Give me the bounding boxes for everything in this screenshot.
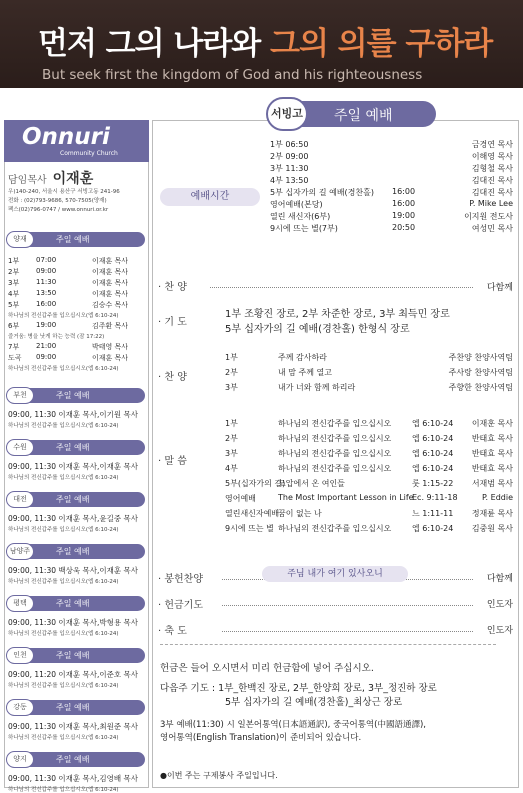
campus-badge: 대전 [6, 491, 34, 508]
sermon-title: 모압에서 온 여인들 [278, 479, 345, 488]
campus-schedule: 09:00, 11:20 이재훈 목사,이준호 목사 [8, 670, 138, 679]
title-part-a: 먼저 그의 나라와 [38, 26, 270, 62]
campus-service-header [10, 440, 145, 455]
campus-schedule: 09:00, 11:30 이재훈 목사,박형용 목사 [8, 618, 138, 627]
campus-service-header [10, 752, 145, 767]
campus-service-header [10, 492, 145, 507]
dotted-leader [222, 631, 473, 632]
logo-subtitle: Community Church [60, 150, 118, 157]
sermon-scripture: 엡 6:10-24 [412, 524, 454, 533]
sermon-preacher: 김중원 목사 [471, 524, 513, 533]
time-leader: 김형철 목사 [471, 164, 513, 173]
campus-service-header [10, 648, 145, 663]
service-time: 11:30 [36, 278, 57, 286]
time-leader: 이지원 전도사 [464, 212, 513, 221]
offering-song: 주님 내가 여기 있사오니 [262, 566, 408, 582]
preacher: 박태영 목사 [92, 343, 129, 351]
service-part: 5부 [8, 301, 20, 309]
separator [160, 644, 496, 645]
campus-badge: 부천 [6, 387, 34, 404]
sermon-title: The Most Important Lesson in Life [278, 493, 414, 502]
time-leader: 금경연 목사 [471, 140, 513, 149]
time-part: 2부 09:00 [270, 152, 309, 161]
service-time: 09:00 [36, 267, 57, 275]
song-team: 주찬양 찬양사역팀 [448, 353, 513, 362]
sermon-scripture: Ec. 9:11-18 [412, 493, 458, 502]
prayer-line-2: 5부 십자가의 길 예배(경찬홀) 한형식 장로 [225, 324, 410, 335]
notice-offering: 헌금은 들어 오시면서 미리 헌금함에 넣어 주십시오. [160, 663, 374, 674]
campus-schedule: 09:00, 11:30 이재훈 목사,김영배 목사 [8, 774, 138, 783]
time-leader: P. Mike Lee [469, 199, 513, 208]
church-logo [4, 120, 149, 162]
order-label: · 찬 양 [158, 282, 187, 293]
sermon-line: 하나님의 전신갑주를 입으십시오(엡 6:10-24) [8, 475, 119, 481]
campus-schedule: 09:00, 11:30 백상욱 목사,이재훈 목사 [8, 566, 138, 575]
dotted-leader [222, 605, 473, 606]
order-label: · 말 씀 [158, 456, 187, 467]
time-hour: 16:00 [392, 199, 416, 208]
song-title: 내가 너와 함께 하리라 [278, 383, 356, 392]
sermon-preacher: 서재범 목사 [471, 479, 513, 488]
sermon-scripture: 룻 1:15-22 [412, 479, 454, 488]
logo-name: Onnuri [22, 124, 110, 150]
song-team: 주사랑 찬양사역팀 [448, 368, 513, 377]
main-service-header [270, 101, 436, 127]
preacher: 이재훈 목사 [92, 257, 129, 265]
campus-badge: 평택 [6, 595, 34, 612]
campus-service-header [10, 232, 145, 247]
service-label: 주일 예배 [56, 547, 90, 556]
campus-schedule: 09:00, 11:30 이재훈 목사,윤길중 목사 [8, 514, 138, 523]
sermon-part: 1부 [225, 419, 238, 428]
notice-relief: ●이번 주는 구제봉사 주일입니다. [160, 771, 278, 780]
time-leader: 김대진 목사 [471, 176, 513, 185]
notice-translation-2: 영어통역(English Translation)이 준비되어 있습니다. [160, 733, 362, 743]
sermon-preacher: 반태효 목사 [471, 464, 513, 473]
time-hour: 16:00 [392, 187, 416, 196]
time-part: 9시에 뜨는 별(7부) [270, 224, 338, 233]
order-right: 다함께 [486, 574, 513, 584]
sermon-line: 즐거움: 병을 낫게 하는 능력 (잠 17:22) [8, 334, 105, 340]
service-label: 주일 예배 [56, 755, 90, 764]
time-leader: 이해영 목사 [471, 152, 513, 161]
service-time: 13:50 [36, 289, 57, 297]
sermon-title: 하나님의 전신갑주를 입으십시오 [278, 419, 392, 428]
order-right: 다함께 [486, 283, 513, 293]
time-leader: 여성민 목사 [471, 224, 513, 233]
dotted-leader [210, 287, 473, 288]
sermon-title: 하나님의 전신갑주를 입으십시오 [278, 449, 392, 458]
sermon-line: 하나님의 전신갑주를 입으십시오(엡 6:10-24) [8, 527, 119, 533]
sermon-line: 하나님의 전신갑주를 입으십시오(엡 6:10-24) [8, 366, 119, 372]
church-address [8, 188, 148, 215]
service-part: 도곡 [8, 354, 22, 362]
campus-badge: 양재 [6, 231, 34, 248]
notice-prayer-1: 다음주 기도 : 1부_한백진 장로, 2부_한양희 장로, 3부_정진하 장로 [160, 683, 437, 694]
title-part-b: 그의 의를 구하라 [270, 26, 493, 62]
sermon-part: 3부 [225, 449, 238, 458]
order-label: · 축 도 [158, 626, 187, 637]
service-time: 21:00 [36, 342, 57, 350]
song-title: 주께 감사하라 [278, 353, 327, 362]
time-part: 4부 13:50 [270, 176, 309, 185]
sermon-line: 하나님의 전신갑주를 입으십시오(엡 6:10-24) [8, 683, 119, 689]
campus-badge: 인천 [6, 647, 34, 664]
service-label: 주일 예배 [56, 235, 90, 244]
sermon-preacher: 반태효 목사 [471, 434, 513, 443]
service-label: 주일 예배 [56, 703, 90, 712]
order-label: · 봉헌찬양 [158, 574, 203, 585]
service-part: 4부 [8, 290, 20, 298]
preacher: 김주환 목사 [92, 322, 129, 330]
song-team: 주향한 찬양사역팀 [448, 383, 513, 392]
header-banner [0, 0, 523, 88]
sermon-part: 영어예배 [225, 494, 256, 503]
campus-schedule: 09:00, 11:30 이재훈 목사,최원준 목사 [8, 722, 138, 731]
preacher: 이재훈 목사 [92, 290, 129, 298]
address-line: 우)140-240, 서울시 용산구 서빙고동 241-96 [8, 189, 120, 195]
senior-pastor [8, 168, 93, 188]
service-part: 1부 [8, 257, 20, 265]
song-part: 2부 [225, 368, 238, 377]
song-title: 내 맘 주께 열고 [278, 368, 332, 377]
sermon-title: 하나님의 전신갑주를 입으십시오 [278, 524, 392, 533]
time-part: 영어예배(본당) [270, 200, 323, 209]
service-label: 주일 예배 [56, 599, 90, 608]
header-title [38, 18, 492, 63]
sermon-preacher: P. Eddie [481, 493, 513, 502]
service-part: 6부 [8, 322, 20, 330]
time-part: 3부 11:30 [270, 164, 309, 173]
song-part: 1부 [225, 353, 238, 362]
time-part: 5부 십자가의 길 예배(경찬홀) [270, 188, 374, 197]
campus-badge: 서빙고 [266, 97, 308, 131]
sermon-title: 하나님의 전신갑주를 입으십시오 [278, 434, 392, 443]
service-time: 19:00 [36, 321, 57, 329]
time-hour: 20:50 [392, 223, 416, 232]
preacher: 이재훈 목사 [92, 268, 129, 276]
pastor-name: 이재훈 [52, 171, 94, 187]
sermon-scripture: 엡 6:10-24 [412, 449, 454, 458]
preacher: 이재훈 목사 [92, 279, 129, 287]
preacher: 이재훈 목사 [92, 354, 129, 362]
campus-badge: 남양주 [6, 543, 34, 560]
song-part: 3부 [225, 383, 238, 392]
notice-prayer-2: 5부 십자가의 길 예배(경찬홀)_최상근 장로 [225, 697, 403, 708]
sermon-part: 5부(십자가의 길) [225, 479, 286, 488]
sermon-part: 열린새신자예배 [225, 509, 280, 518]
preacher: 김승수 목사 [92, 301, 129, 309]
sermon-preacher: 이재훈 목사 [471, 419, 513, 428]
sermon-line: 하나님의 전신갑주를 입으십시오(엡 6:10-24) [8, 787, 119, 793]
campus-schedule: 09:00, 11:30 이재훈 목사,이재훈 목사 [8, 462, 138, 471]
time-leader: 김대진 목사 [471, 188, 513, 197]
sermon-title: 꿈이 없는 나 [278, 509, 322, 518]
sermon-scripture: 엡 6:10-24 [412, 419, 454, 428]
service-label: 주일 예배 [56, 443, 90, 452]
sermon-line: 하나님의 전신갑주를 입으십시오(엡 6:10-24) [8, 313, 119, 319]
campus-badge: 수원 [6, 439, 34, 456]
campus-badge: 강동 [6, 699, 34, 716]
campus-service-header [10, 544, 145, 559]
service-label: 주일 예배 [56, 495, 90, 504]
sermon-part: 2부 [225, 434, 238, 443]
campus-service-header [10, 700, 145, 715]
sermon-scripture: 느 1:11-11 [412, 509, 454, 518]
pastor-label: 담임목사 [8, 175, 47, 186]
campus-badge: 양지 [6, 751, 34, 768]
campus-service-header [10, 388, 145, 403]
order-label: · 찬 양 [158, 372, 187, 383]
time-hour: 19:00 [392, 211, 416, 220]
order-right: 인도자 [486, 600, 513, 610]
sermon-preacher: 정재륜 목사 [471, 509, 513, 518]
notice-translation-1: 3부 예배(11:30) 시 일본어통역(日本語通訳), 중국어통역(中國語通譯), [160, 720, 426, 730]
order-right: 인도자 [486, 626, 513, 636]
sermon-part: 9시에 뜨는 별 [225, 524, 274, 533]
order-label: · 기 도 [158, 317, 187, 328]
worship-time-label: 예배시간 [160, 188, 260, 206]
service-label: 주일 예배 [56, 651, 90, 660]
service-time: 16:00 [36, 300, 57, 308]
sermon-scripture: 엡 6:10-24 [412, 434, 454, 443]
service-time: 07:00 [36, 256, 57, 264]
sermon-line: 하나님의 전신갑주를 입으십시오(엡 6:10-24) [8, 579, 119, 585]
sermon-title: 하나님의 전신갑주를 입으십시오 [278, 464, 392, 473]
service-time: 09:00 [36, 353, 57, 361]
service-title: 주일 예배 [334, 108, 393, 124]
campus-schedule: 09:00, 11:30 이재훈 목사,이기원 목사 [8, 410, 138, 419]
prayer-line-1: 1부 조황진 장로, 2부 차준한 장로, 3부 최득민 장로 [225, 309, 450, 320]
service-label: 주일 예배 [56, 391, 90, 400]
service-part: 2부 [8, 268, 20, 276]
sermon-line: 하나님의 전신갑주를 입으십시오(엡 6:10-24) [8, 423, 119, 429]
sermon-part: 4부 [225, 464, 238, 473]
sermon-line: 하나님의 전신갑주를 입으십시오(엡 6:10-24) [8, 631, 119, 637]
service-part: 3부 [8, 279, 20, 287]
header-subtitle: But seek first the kingdom of God and his righteousness [42, 67, 423, 83]
service-part: 7부 [8, 343, 20, 351]
time-part: 열린 새신자(6부) [270, 212, 331, 221]
order-label: · 헌금기도 [158, 600, 203, 611]
time-part: 1부 06:50 [270, 140, 309, 149]
campus-service-header [10, 596, 145, 611]
phone-line: 전화 : (02)793-9686, 570-7505(양재) [8, 198, 107, 204]
sermon-preacher: 반태효 목사 [471, 449, 513, 458]
sermon-line: 하나님의 전신갑주를 입으십시오(엡 6:10-24) [8, 735, 119, 741]
fax-line: 팩스(02)796-0747 / www.onnuri.or.kr [8, 207, 109, 213]
sermon-scripture: 엡 6:10-24 [412, 464, 454, 473]
